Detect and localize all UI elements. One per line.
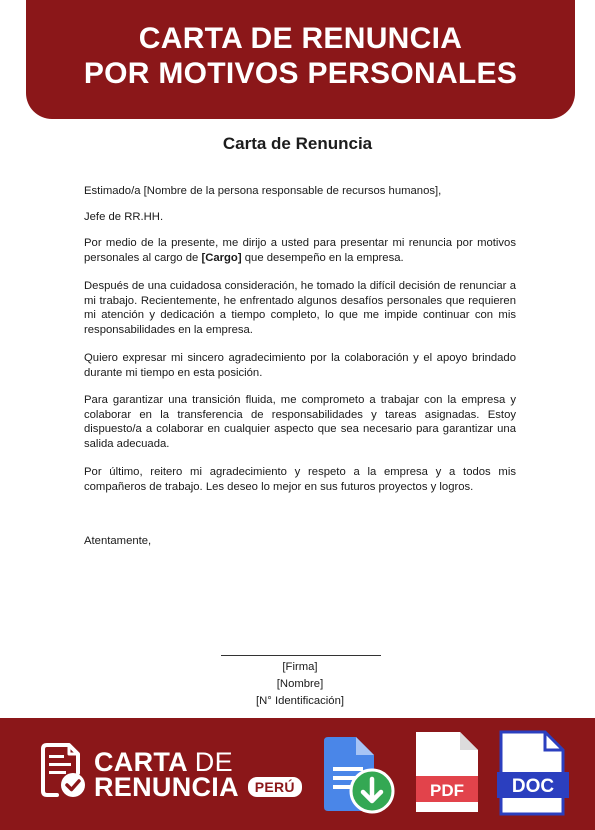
signature-nombre: [Nombre] [276,678,324,690]
google-docs-download-icon[interactable] [318,737,396,815]
doc-download[interactable] [497,730,573,821]
pdf-download[interactable] [414,732,478,819]
peru-badge: PERÚ [248,777,302,797]
closing-line: Atentamente, [84,535,152,547]
document-title: Carta de Renuncia [222,134,373,153]
banner-title-line-1: CARTA DE RENUNCIA [138,22,463,55]
pdf-file-icon [414,732,478,814]
paragraph-1-end: que desempeño en la empresa. [241,251,404,264]
paragraph-5: Por último, reitero mi agradecimiento y respeto a la empresa y a todos mis compañeros de trabajo. Les deseo lo mejor en sus futuros proyectos y logros. [84,466,516,493]
logo-text-line-2 [94,773,302,801]
position-placeholder: [Cargo] [201,251,242,264]
paragraph-4: Para garantizar una transición fluida, me comprometo a trabajar con la empresa y colaborar en la transferencia de responsabilidades y tareas asignadas. Estoy dispuesto/a a colaborar en cualquier aspecto que sea necesario para garantizar una salida adecuada. [84,394,516,450]
paragraph-2: Después de una cuidadosa consideración, he tomado la difícil decisión de renunciar a mi trabajo. Recientemente, he enfrentado algunos desafíos personales que requieren mi atención y dedicación a tiempo completo, lo que me impide continuar con mis responsabilidades en la empresa. [84,280,516,336]
paragraph-1-intro: Por medio de la presente, me dirijo a usted para presentar mi renuncia por motivos personales al cargo de [84,237,516,264]
pdf-label: PDF [430,781,464,800]
doc-file-icon [497,730,573,816]
signature-identificacion: [N° Identificación] [255,695,345,707]
recipient-role: Jefe de RR.HH. [84,211,164,223]
paragraph-3: Quiero expresar mi sincero agradecimiento por la colaboración y el apoyo brindado durante mi tiempo en esta posición. [84,352,516,379]
signature-firma: [Firma] [282,661,318,673]
logo-word-renuncia: RENUNCIA [94,772,238,802]
paragraph-1 [84,236,516,265]
top-banner [26,0,575,119]
greeting-line: Estimado/a [Nombre de la persona responsable de recursos humanos], [84,185,442,197]
doc-label: DOC [511,776,555,797]
banner-title-line-2: POR MOTIVOS PERSONALES [83,57,518,90]
logo-word-de: DE [194,747,233,777]
signature-line [221,655,381,656]
document-check-icon [40,743,88,799]
logo-word-carta: CARTA [94,747,187,777]
